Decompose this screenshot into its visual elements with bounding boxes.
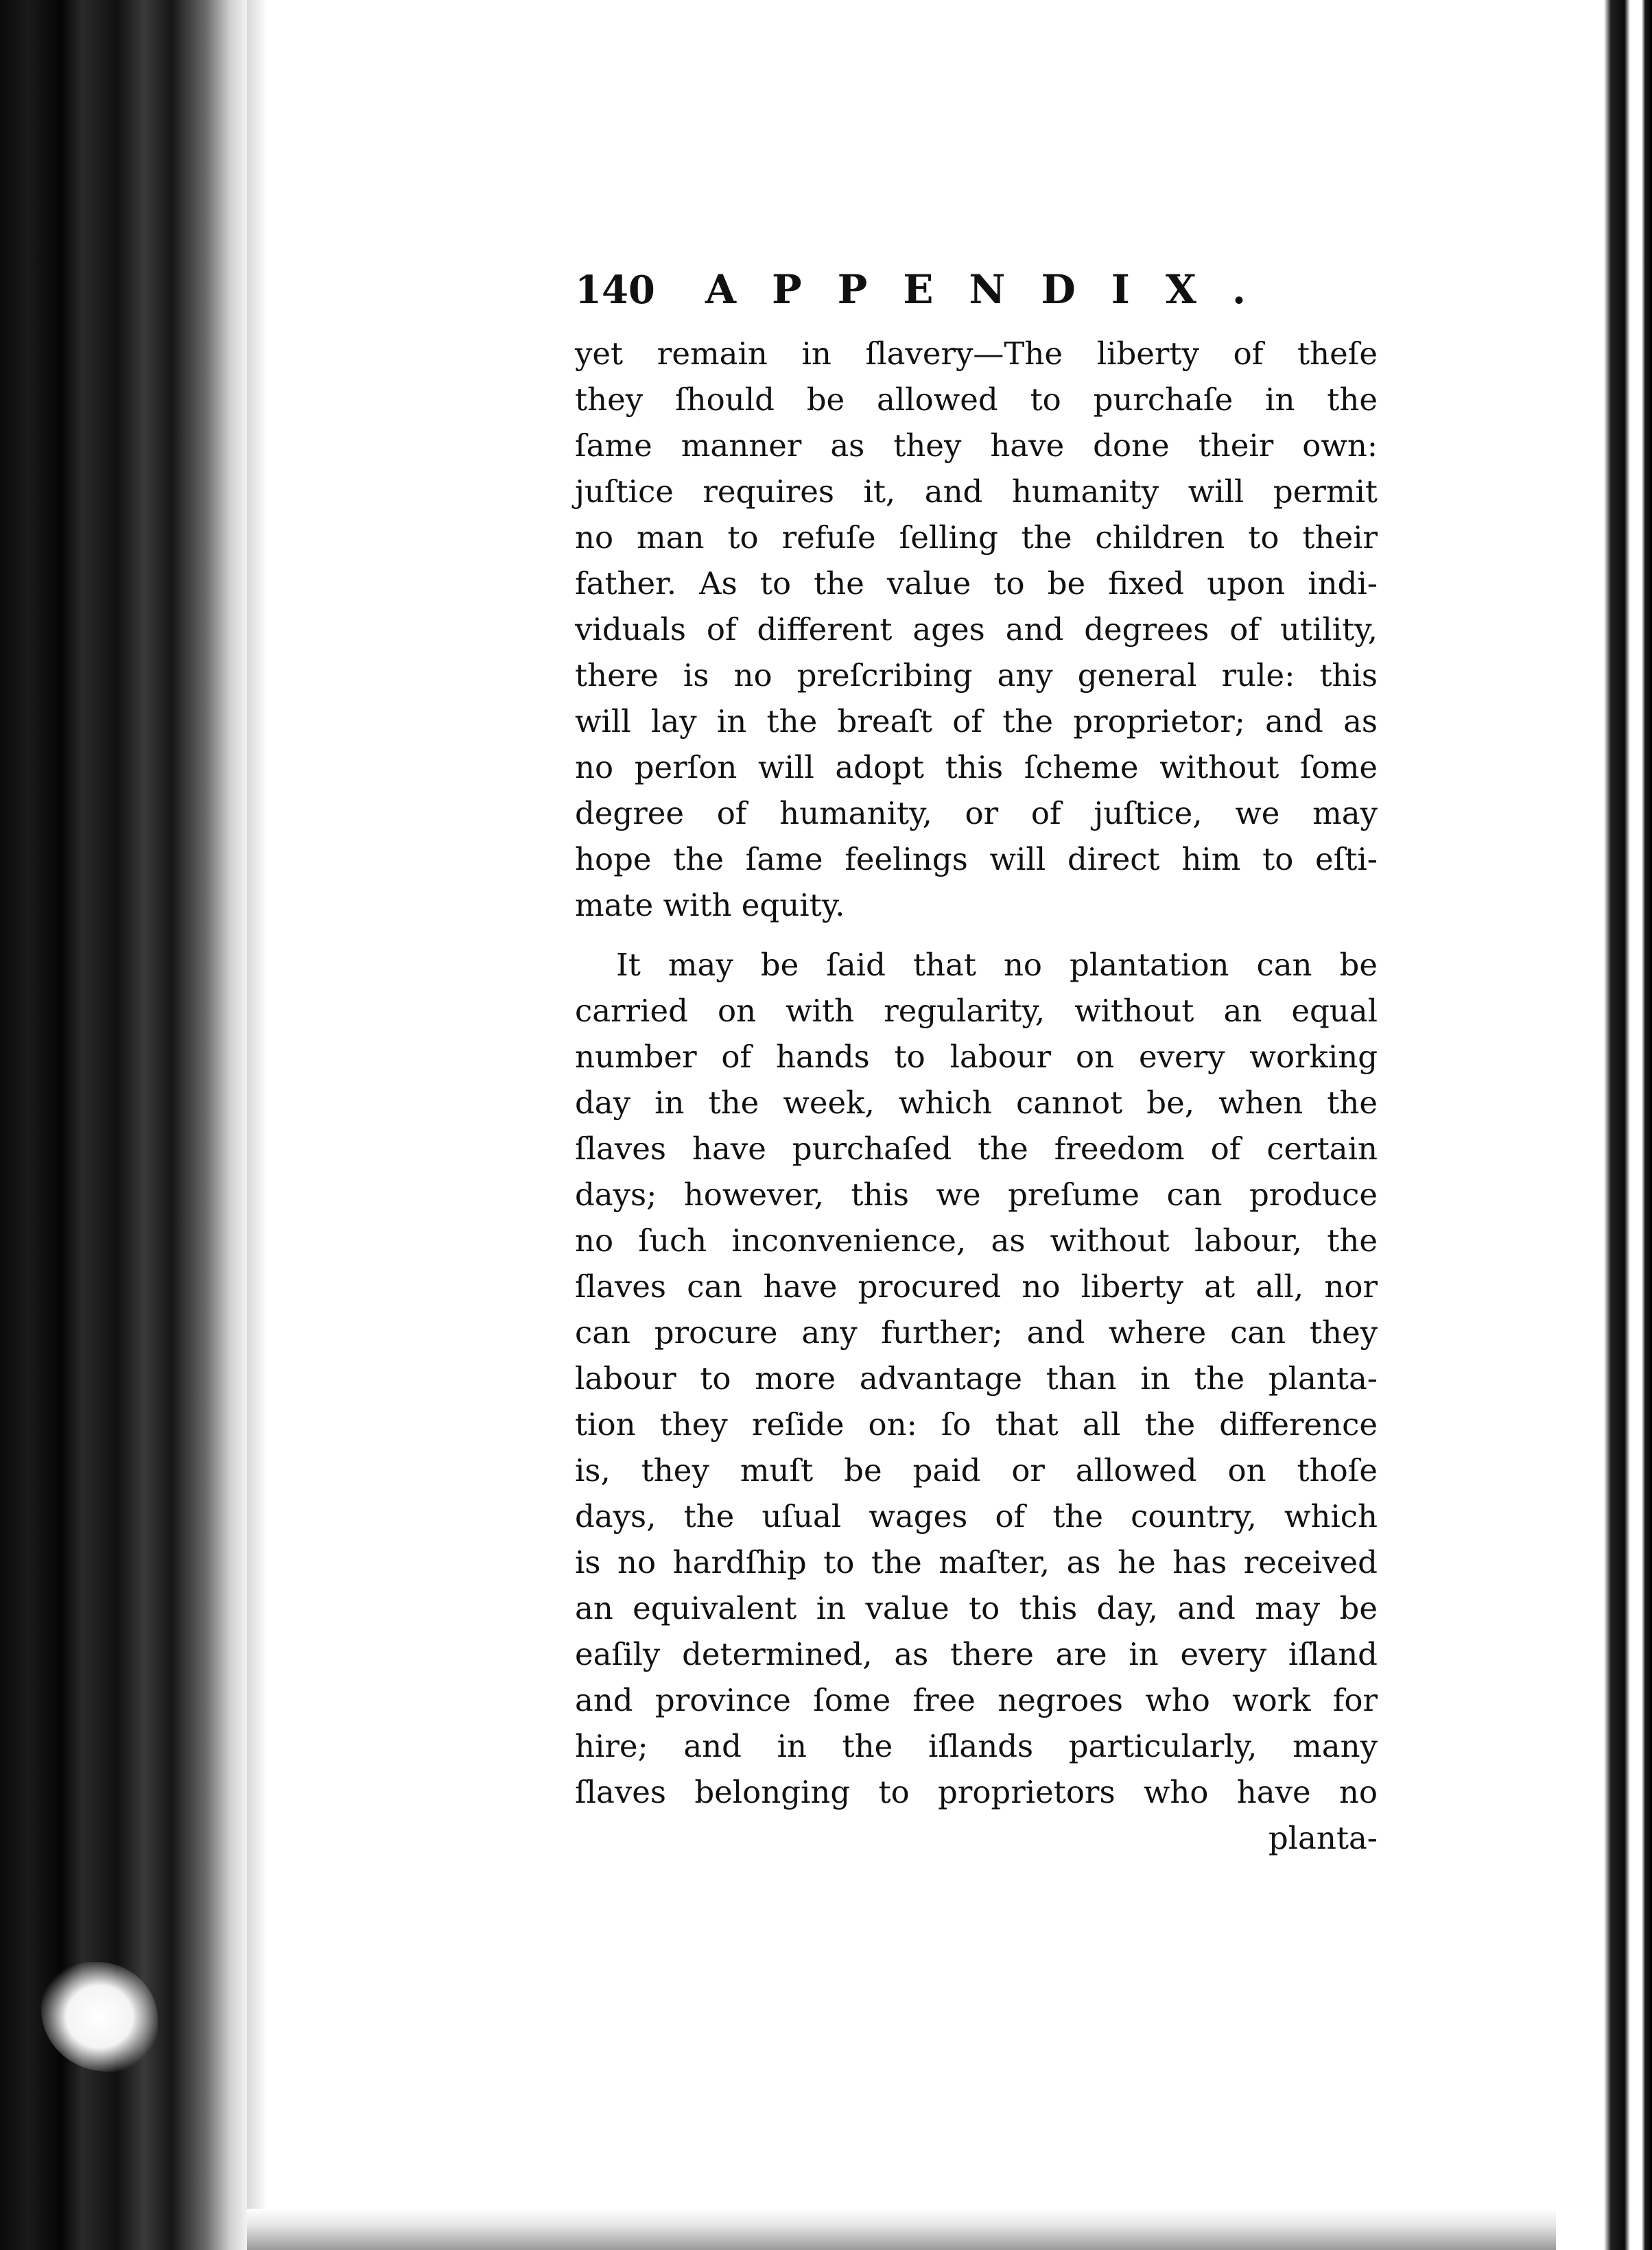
text-line: day in the week, which cannot be, when the: [575, 1085, 1378, 1121]
text-line: degree of humanity, or of juſtice, we may: [575, 795, 1378, 831]
text-line: will lay in the breaſt of the proprietor; and as: [575, 703, 1378, 739]
scan-gutter: [0, 0, 247, 2250]
catchword: planta-: [1268, 1820, 1378, 1856]
text-line: is, they muſt be paid or allowed on thoſe: [575, 1452, 1378, 1489]
text-line: labour to more advantage than in the planta-: [575, 1360, 1378, 1397]
text-line: an equivalent in value to this day, and may be: [575, 1590, 1378, 1626]
text-line: ſlaves can have procured no liberty at all, nor: [575, 1268, 1378, 1305]
page-number: 140: [575, 268, 655, 313]
text-line: and province ſome free negroes who work for: [575, 1682, 1378, 1718]
paragraph-2: [575, 942, 1378, 1815]
text-line: days, the uſual wages of the country, which: [575, 1498, 1378, 1535]
text-line: can procure any further; and where can they: [575, 1314, 1378, 1351]
page-text: [575, 266, 1378, 1861]
text-line: no man to refuſe ſelling the children to their: [575, 519, 1378, 556]
text-line: viduals of different ages and degrees of utility,: [575, 611, 1378, 648]
text-line: juſtice requires it, and humanity will permit: [575, 473, 1378, 510]
text-line: ſlaves have purchaſed the freedom of certain: [575, 1130, 1378, 1167]
text-line: is no hardſhip to the maſter, as he has received: [575, 1544, 1378, 1580]
text-line: number of hands to labour on every working: [575, 1039, 1378, 1075]
text-line: no ſuch inconvenience, as without labour, the: [575, 1222, 1378, 1259]
text-line: eaſily determined, as there are in every iſland: [575, 1636, 1378, 1672]
paragraph-1: [575, 331, 1378, 928]
text-line: hire; and in the iſlands particularly, many: [575, 1728, 1378, 1764]
text-line: It may be ſaid that no plantation can be: [616, 947, 1378, 983]
text-line: carried on with regularity, without an equal: [575, 993, 1378, 1029]
text-line: ſame manner as they have done their own:: [575, 427, 1378, 464]
text-line: yet remain in ſlavery—The liberty of theſe: [575, 335, 1378, 372]
text-line: father. As to the value to be fixed upon indi-: [575, 565, 1378, 602]
text-line: no perſon will adopt this ſcheme without ſome: [575, 749, 1378, 785]
running-head: [575, 266, 1378, 314]
text-line: tion they reſide on: ſo that all the difference: [575, 1406, 1378, 1443]
text-line: days; however, this we preſume can produce: [575, 1176, 1378, 1213]
binding-edge: [1556, 0, 1652, 2250]
text-line: mate with equity.: [575, 887, 845, 923]
running-head-title: APPENDIX.: [705, 266, 1282, 313]
text-line: ſlaves belonging to proprietors who have no: [575, 1774, 1378, 1810]
page-bottom-edge: [247, 2209, 1556, 2250]
text-line: there is no preſcribing any general rule: this: [575, 657, 1378, 694]
page-edge-shadow: [247, 0, 268, 2250]
text-line: hope the ſame feelings will direct him to eſti-: [575, 841, 1378, 877]
text-line: they ſhould be allowed to purchaſe in the: [575, 381, 1378, 418]
